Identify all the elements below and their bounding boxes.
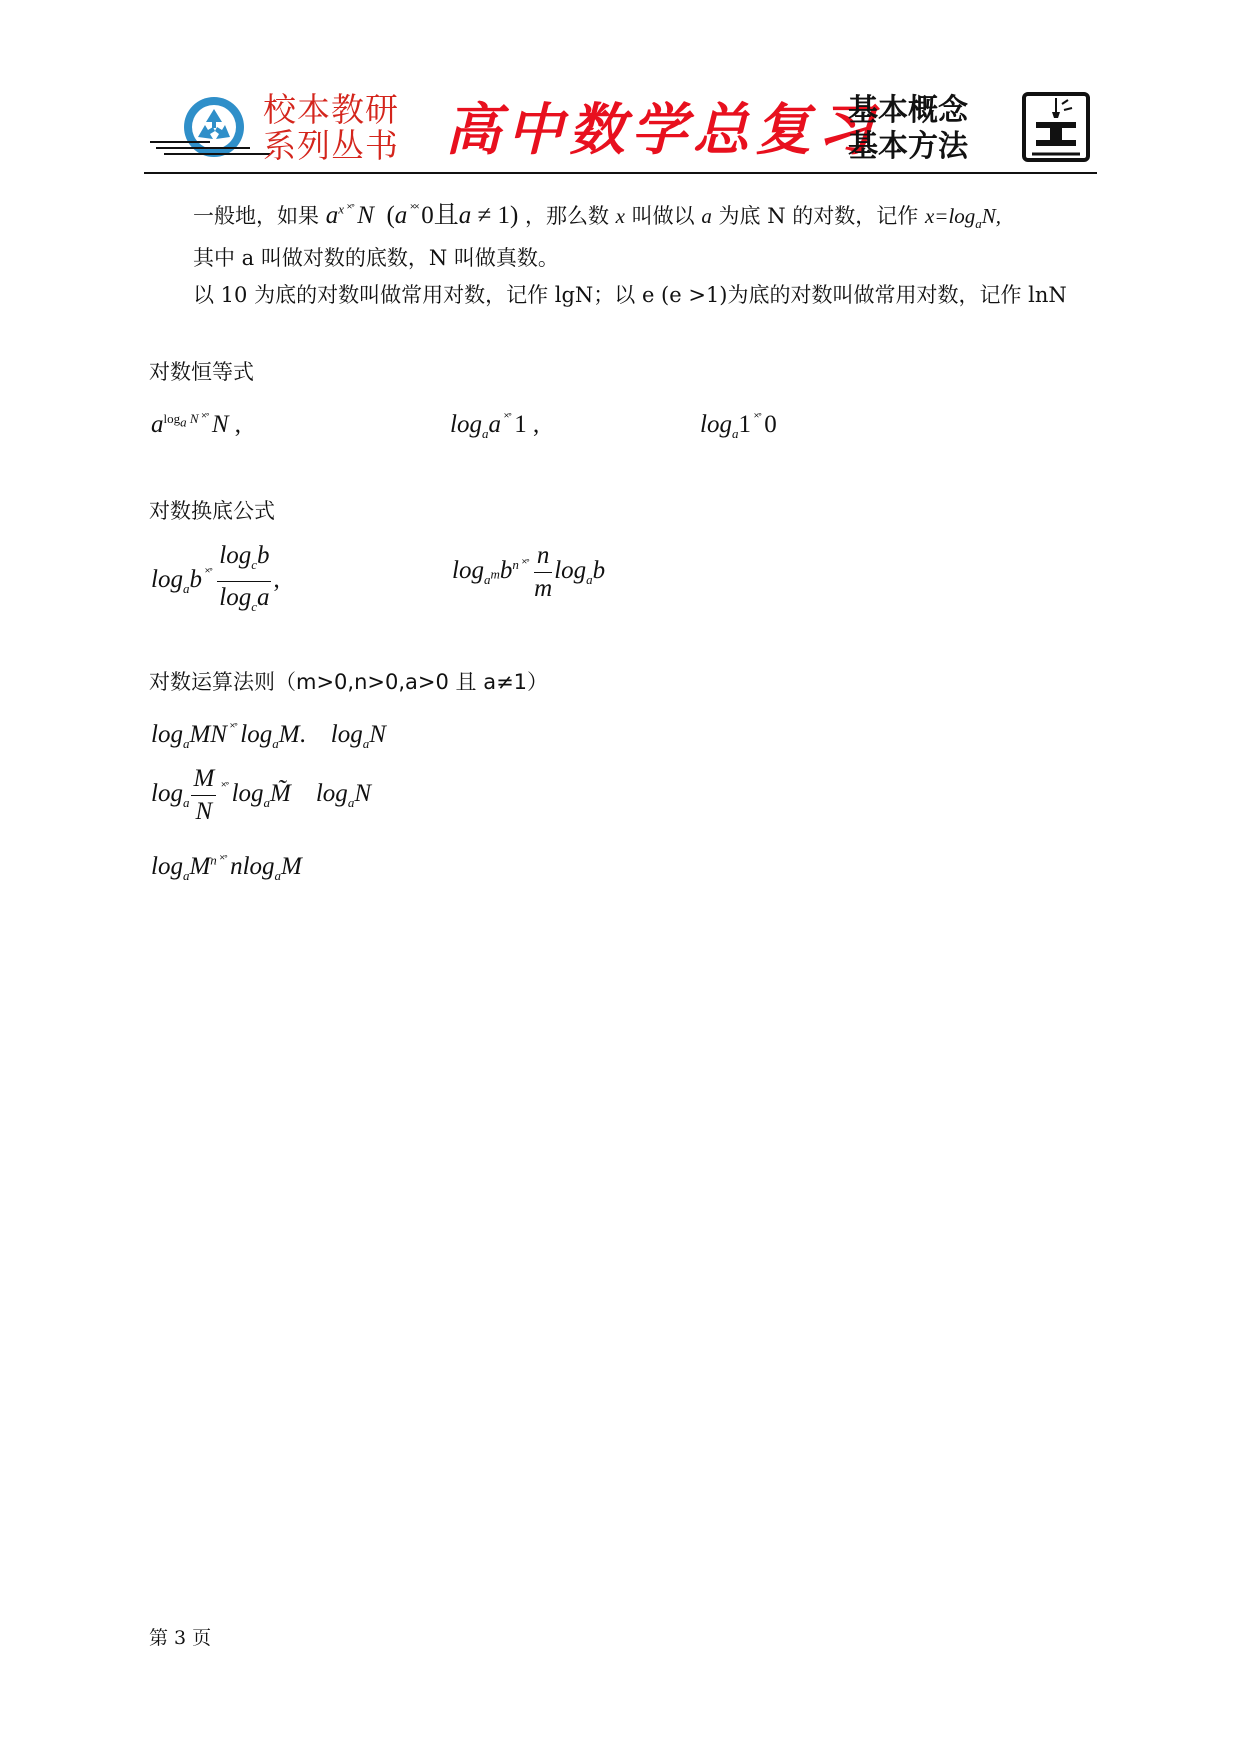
- formula-rule-quotient: $\log_a$ $\frac{M}{N}$ ˟˚ $\log_aM̃$ $\log_aN$: [151, 765, 371, 825]
- page-number: 第 3 页: [149, 1627, 212, 1649]
- formula-exp-def: $a^x$ ˟˚ N (a ˟˟ 0且a ≠ 1): [325, 201, 519, 229]
- book-subtitle: [848, 93, 968, 165]
- formula-identity-2: $\log_aa$ ˟˚ 1 ,: [450, 410, 540, 441]
- formula-rule-power: $\log_aM^n$ ˟˚ nlog$_a$M: [151, 852, 302, 883]
- subtitle-line-2: 基本方法: [848, 129, 968, 164]
- subtitle-line-1: 基本概念: [848, 93, 968, 128]
- section-heading-rules: 对数运算法则（m>0,n>0,a>0 且 a≠1）: [149, 670, 549, 694]
- intro-text-a: 一般地，如果: [193, 204, 319, 228]
- header-divider: [144, 172, 1097, 174]
- definition-line-2: 其中 a 叫做对数的底数，N 叫做真数。: [193, 246, 559, 270]
- section-heading-identity: 对数恒等式: [149, 360, 254, 384]
- section-heading-change-of-base: 对数换底公式: [149, 499, 275, 523]
- intro-text-b: ，那么数: [524, 204, 609, 228]
- definition-line-1: 一般地，如果 $a^x$ ˟˚ N (a ˟˟ 0且a ≠ 1) ，那么数 x 叫做以 a 为底 N 的对数，记作 $x=\log_aN$,: [193, 201, 1002, 232]
- book-title: 高中数学总复习: [445, 97, 879, 163]
- crane-beam-icon: [1022, 92, 1090, 162]
- formula-identity-1: $a^{log_a N}$ ˟˚ N ,: [151, 410, 242, 438]
- formula-change-of-base-1: $\log_ab$ ˟˚ $\frac{\log_cb}{\log_ca}$ ,: [151, 542, 280, 614]
- series-brand: [263, 92, 399, 164]
- brand-line-2: 系列丛书: [263, 126, 399, 165]
- formula-rule-product: $\log_aMN$ ˟˚ $\log_aM$. $\log_aN$: [151, 720, 386, 751]
- intro-text-d: 为底 N 的对数，记作: [718, 204, 919, 228]
- formula-log-notation: $x=\log_aN$,: [924, 204, 1002, 232]
- formula-change-of-base-2: $\log_{a^m}b^n$ ˟˚ $\frac{n}{m}$ $\log_ab$: [452, 542, 606, 602]
- intro-text-c: 叫做以: [631, 204, 695, 228]
- logo-base-lines-icon: [150, 138, 270, 158]
- formula-identity-3: $\log_a1$ ˟˚ 0: [700, 410, 777, 441]
- brand-line-1: 校本教研: [263, 90, 399, 129]
- definition-line-3: 以 10 为底的对数叫做常用对数，记作 lgN；以 e (e >1)为底的对数叫做常用对数，记作 lnN: [193, 283, 1067, 307]
